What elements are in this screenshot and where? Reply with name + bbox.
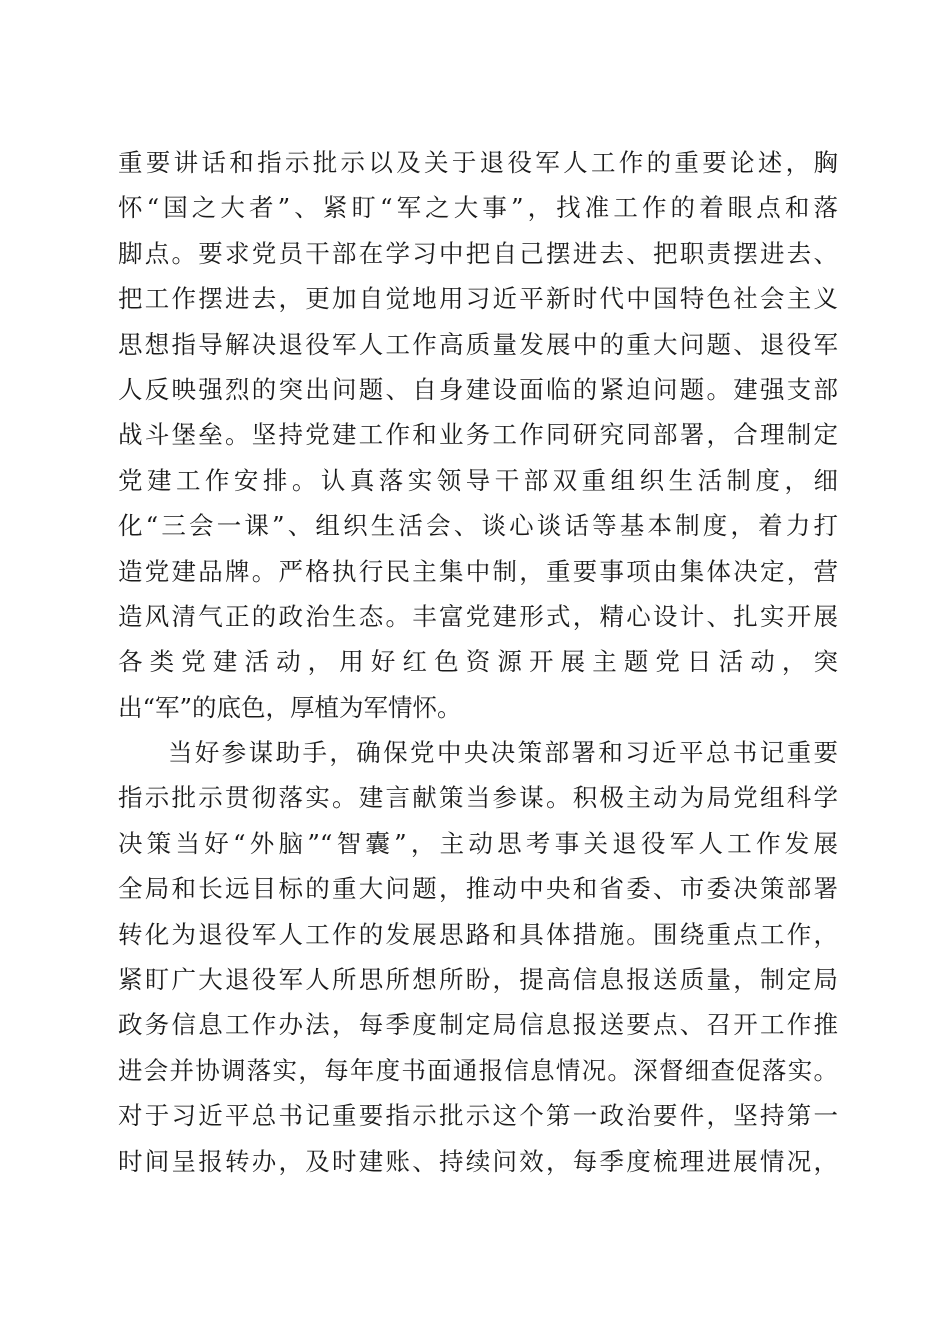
text-line: 造风清气正的政治生态。丰富党建形式，精心设计、扎实开展 [118,601,838,631]
text-line: 紧盯广大退役军人所思所想所盼，提高信息报送质量，制定局 [118,965,838,995]
text-line: 指示批示贯彻落实。建言献策当参谋。积极主动为局党组科学 [118,783,838,813]
text-line: 造党建品牌。严格执行民主集中制，重要事项由集体决定，营 [118,556,838,586]
paragraph-2 [118,730,838,1184]
text-line: 战斗堡垒。坚持党建工作和业务工作同研究同部署，合理制定 [118,420,838,450]
text-line: 转化为退役军人工作的发展思路和具体措施。围绕重点工作， [118,919,838,949]
text-line: 政务信息工作办法，每季度制定局信息报送要点、召开工作推 [118,1010,838,1040]
text-line: 全局和长远目标的重大问题，推动中央和省委、市委决策部署 [118,874,838,904]
text-line: 思想指导解决退役军人工作高质量发展中的重大问题、退役军 [118,329,838,359]
text-line: 脚点。要求党员干部在学习中把自己摆进去、把职责摆进去、 [118,238,838,268]
text-line: 对于习近平总书记重要指示批示这个第一政治要件，坚持第一 [118,1101,838,1131]
text-line: 决策当好“外脑”“智囊”，主动思考事关退役军人工作发展 [118,828,838,858]
text-line: 怀“国之大者”、紧盯“军之大事”，找准工作的着眼点和落 [118,193,838,223]
document-body [118,140,838,1184]
text-line: 进会并协调落实，每年度书面通报信息情况。深督细查促落实。 [118,1055,838,1085]
text-line: 党建工作安排。认真落实领导干部双重组织生活制度，细 [118,465,838,495]
text-line: 出“军”的底色，厚植为军情怀。 [118,692,462,722]
text-line: 各类党建活动，用好红色资源开展主题党日活动，突 [118,647,838,677]
text-line: 把工作摆进去，更加自觉地用习近平新时代中国特色社会主义 [118,284,838,314]
paragraph-1 [118,140,838,730]
text-line: 人反映强烈的突出问题、自身建设面临的紧迫问题。建强支部 [118,374,838,404]
text-line: 时间呈报转办，及时建账、持续问效，每季度梳理进展情况， [118,1146,838,1176]
text-line: 化“三会一课”、组织生活会、谈心谈话等基本制度，着力打 [118,511,838,541]
text-line: 当好参谋助手，确保党中央决策部署和习近平总书记重要 [168,738,838,768]
text-line: 重要讲话和指示批示以及关于退役军人工作的重要论述，胸 [118,148,838,177]
